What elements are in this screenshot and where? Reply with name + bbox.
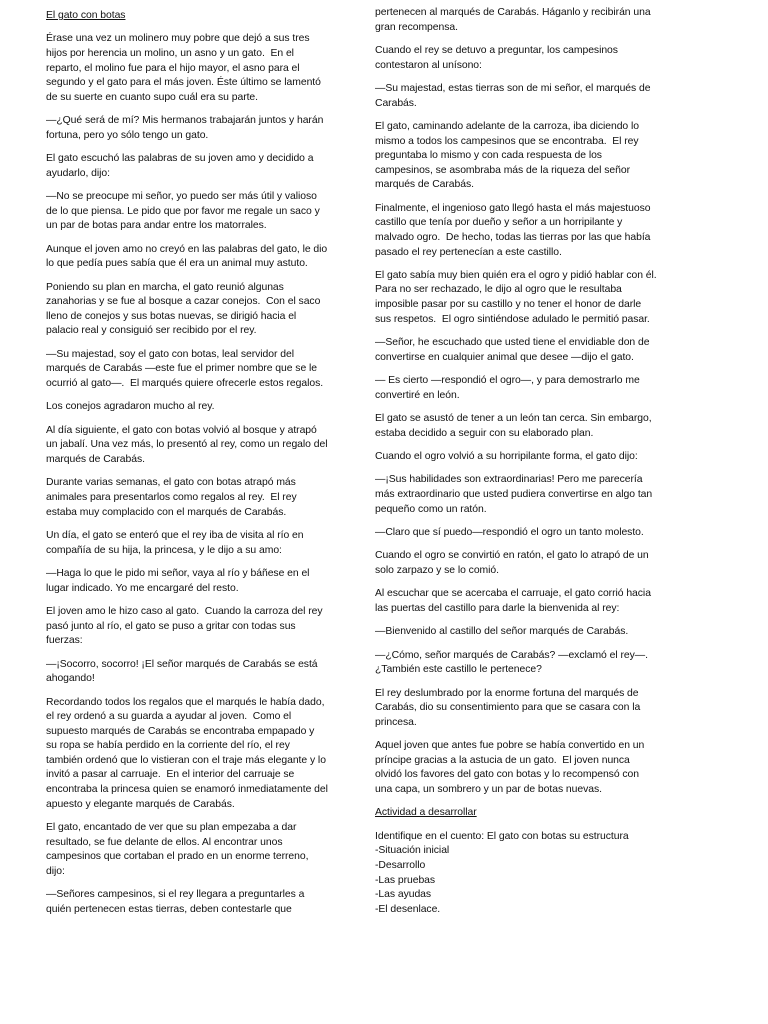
paragraph: Aquel joven que antes fue pobre se había convertido en un príncipe gracias a la astucia de un gato. El joven nunca olvidó los favores del gato con botas y lo recompensó con una capa, un sombrero y un par de botas nuevas. bbox=[375, 740, 648, 796]
paragraph: El rey deslumbrado por la enorme fortuna del marqués de Carabás, dio su consentimiento para que se casara con la princesa. bbox=[375, 687, 644, 728]
paragraph: —No se preocupe mi señor, yo puedo ser más útil y valioso de lo que piensa. Le pido que por favor me regale un saco y un par de botas para andar entre los matorrales. bbox=[46, 191, 323, 232]
activity-item: -El desenlace. bbox=[375, 903, 441, 915]
paragraph: Al día siguiente, el gato con botas volvió al bosque y atrapó un jabalí. Una vez más, lo presentó al rey, como un regalo del marqués de Carabás. bbox=[46, 424, 331, 466]
activity-item: -Las pruebas bbox=[375, 874, 436, 886]
paragraph: —Señor, he escuchado que usted tiene el envidiable don de convertirse en cualquier animal que desee —dijo el gato. bbox=[375, 337, 653, 363]
paragraph: —Su majestad, soy el gato con botas, leal servidor del marqués de Carabás —este fue el primer nombre que se le ocurrió al gato—. El marqués quiere ofrecerle estos regalos. bbox=[46, 348, 324, 390]
activity-item: -Situación inicial bbox=[375, 845, 450, 857]
paragraph: El gato se asustó de tener a un león tan cerca. Sin embargo, estaba decidido a seguir con su elaborado plan. bbox=[375, 413, 655, 439]
paragraph: El gato sabía muy bien quién era el ogro y pidió hablar con él. Para no ser rechazado, le dijo al ogro que le resultaba imposible pasar por su castillo y no tener el honor de darle sus respetos. El ogro sintiéndose adulado le permitió pasar. bbox=[375, 269, 660, 325]
paragraph: Érase una vez un molinero muy pobre que dejó a sus tres hijos por herencia un molino, un asno y un gato. En el reparto, el molino fue para el hijo mayor, el asno para el segundo y el gato para el más joven. Éste último se lamentó de su suerte en cuanto supo cuál era su parte. bbox=[46, 33, 324, 103]
paragraph: Durante varias semanas, el gato con botas atrapó más animales para presentarlos como regalos al rey. El rey estaba muy complacido con el marqués de Carabás. bbox=[46, 477, 300, 518]
paragraph: Cuando el ogro se convirtió en ratón, el gato lo atrapó de un solo zarpazo y se lo comió. bbox=[375, 550, 652, 576]
paragraph: Aunque el joven amo no creyó en las palabras del gato, le dio lo que pedía pues sabía que él era un animal muy astuto. bbox=[46, 243, 330, 270]
paragraph: —¡Socorro, socorro! ¡El señor marqués de Carabás se está ahogando! bbox=[46, 658, 321, 685]
paragraph: —Claro que sí puedo—respondió el ogro un tanto molesto. bbox=[375, 526, 644, 538]
paragraph: —¡Sus habilidades son extraordinarias! Pero me parecería más extraordinario que usted pudiera convertirse en algo tan pequeño como un ratón. bbox=[375, 474, 655, 515]
right-column bbox=[375, 6, 660, 917]
left-column bbox=[46, 6, 331, 926]
paragraph: —Su majestad, estas tierras son de mi señor, el marqués de Carabás. bbox=[375, 82, 654, 109]
paragraph: Al escuchar que se acercaba el carruaje, el gato corrió hacia las puertas del castillo para darle la bienvenida al rey: bbox=[375, 588, 654, 614]
paragraph: —¿Cómo, señor marqués de Carabás? —exclamó el rey—. ¿También este castillo le pertenece? bbox=[375, 649, 651, 676]
activity-heading: Actividad a desarrollar bbox=[375, 807, 477, 819]
activity-item: -Las ayudas bbox=[375, 889, 432, 901]
paragraph: pertenecen al marqués de Carabás. Háganlo y recibirán una gran recompensa. bbox=[375, 7, 654, 33]
activity-item: -Desarrollo bbox=[375, 860, 426, 872]
paragraph: Los conejos agradaron mucho al rey. bbox=[46, 401, 215, 413]
paragraph: El joven amo le hizo caso al gato. Cuando la carroza del rey pasó junto al río, el gato se puso a gritar con todas sus fuerzas: bbox=[46, 605, 326, 647]
activity-intro: Identifique en el cuento: El gato con botas su estructura bbox=[375, 830, 629, 842]
paragraph: El gato, encantado de ver que su plan empezaba a dar resultado, se fue delante de ellos. Al encontrar unos campesinos que cortaban el prado en un enorme terreno, dijo: bbox=[46, 822, 312, 877]
paragraph: Cuando el rey se detuvo a preguntar, los campesinos contestaron al unísono: bbox=[375, 44, 621, 71]
paragraph: Un día, el gato se enteró que el rey iba de visita al río en compañía de su hija, la princesa, y le dijo a su amo: bbox=[46, 529, 307, 556]
paragraph: —Bienvenido al castillo del señor marqués de Carabás. bbox=[375, 626, 629, 638]
paragraph: El gato escuchó las palabras de su joven amo y decidido a ayudarlo, dijo: bbox=[46, 153, 317, 179]
paragraph: Cuando el ogro volvió a su horripilante forma, el gato dijo: bbox=[375, 451, 638, 463]
paragraph: — Es cierto —respondió el ogro—, y para demostrarlo me convertiré en león. bbox=[375, 375, 643, 401]
story-title: El gato con botas bbox=[46, 10, 126, 21]
paragraph: Recordando todos los regalos que el marqués le había dado, el rey ordenó a su guarda a ayudar al joven. Como el supuesto marqués de Carabás se encontraba empapado y su ropa se había perdido en la corriente del río, el rey también ordenó que lo vistieran con el traje más elegante y lo invitó a pasar al carruaje. En el interior del carruaje se encontraba la princesa quien se enamoró inmediatamente del apuesto y elegante marqués de Carabás. bbox=[46, 696, 331, 810]
paragraph: —Haga lo que le pido mi señor, vaya al río y báñese en el lugar indicado. Yo me encargaré del resto. bbox=[46, 567, 313, 594]
paragraph: El gato, caminando adelante de la carroza, iba diciendo lo mismo a todos los campesinos que se encontraba. El rey preguntaba lo mismo y con cada respuesta de los campesinos, se asombraba más de la riqueza del señor marqués de Carabás. bbox=[375, 120, 642, 191]
paragraph: Finalmente, el ingenioso gato llegó hasta el más majestuoso castillo que tenía por dueño y señor a un horripilante y malvado ogro. De hecho, todas las tierras por las que había pasado el rey pertenecían a este castillo. bbox=[375, 202, 654, 258]
activity-block bbox=[375, 830, 657, 918]
paragraph: —¿Qué será de mí? Mis hermanos trabajarán juntos y harán fortuna, pero yo sólo tengo un gato. bbox=[46, 115, 327, 141]
paragraph: Poniendo su plan en marcha, el gato reunió algunas zanahorias y se fue al bosque a cazar conejos. Con el saco lleno de conejos y sus botas nuevas, se dirigió hacia el palacio real y consiguió ser recibido por el rey. bbox=[46, 281, 324, 337]
paragraph: —Señores campesinos, si el rey llegara a preguntarles a quién pertenecen estas tierras, deben contestarle que bbox=[46, 889, 308, 915]
